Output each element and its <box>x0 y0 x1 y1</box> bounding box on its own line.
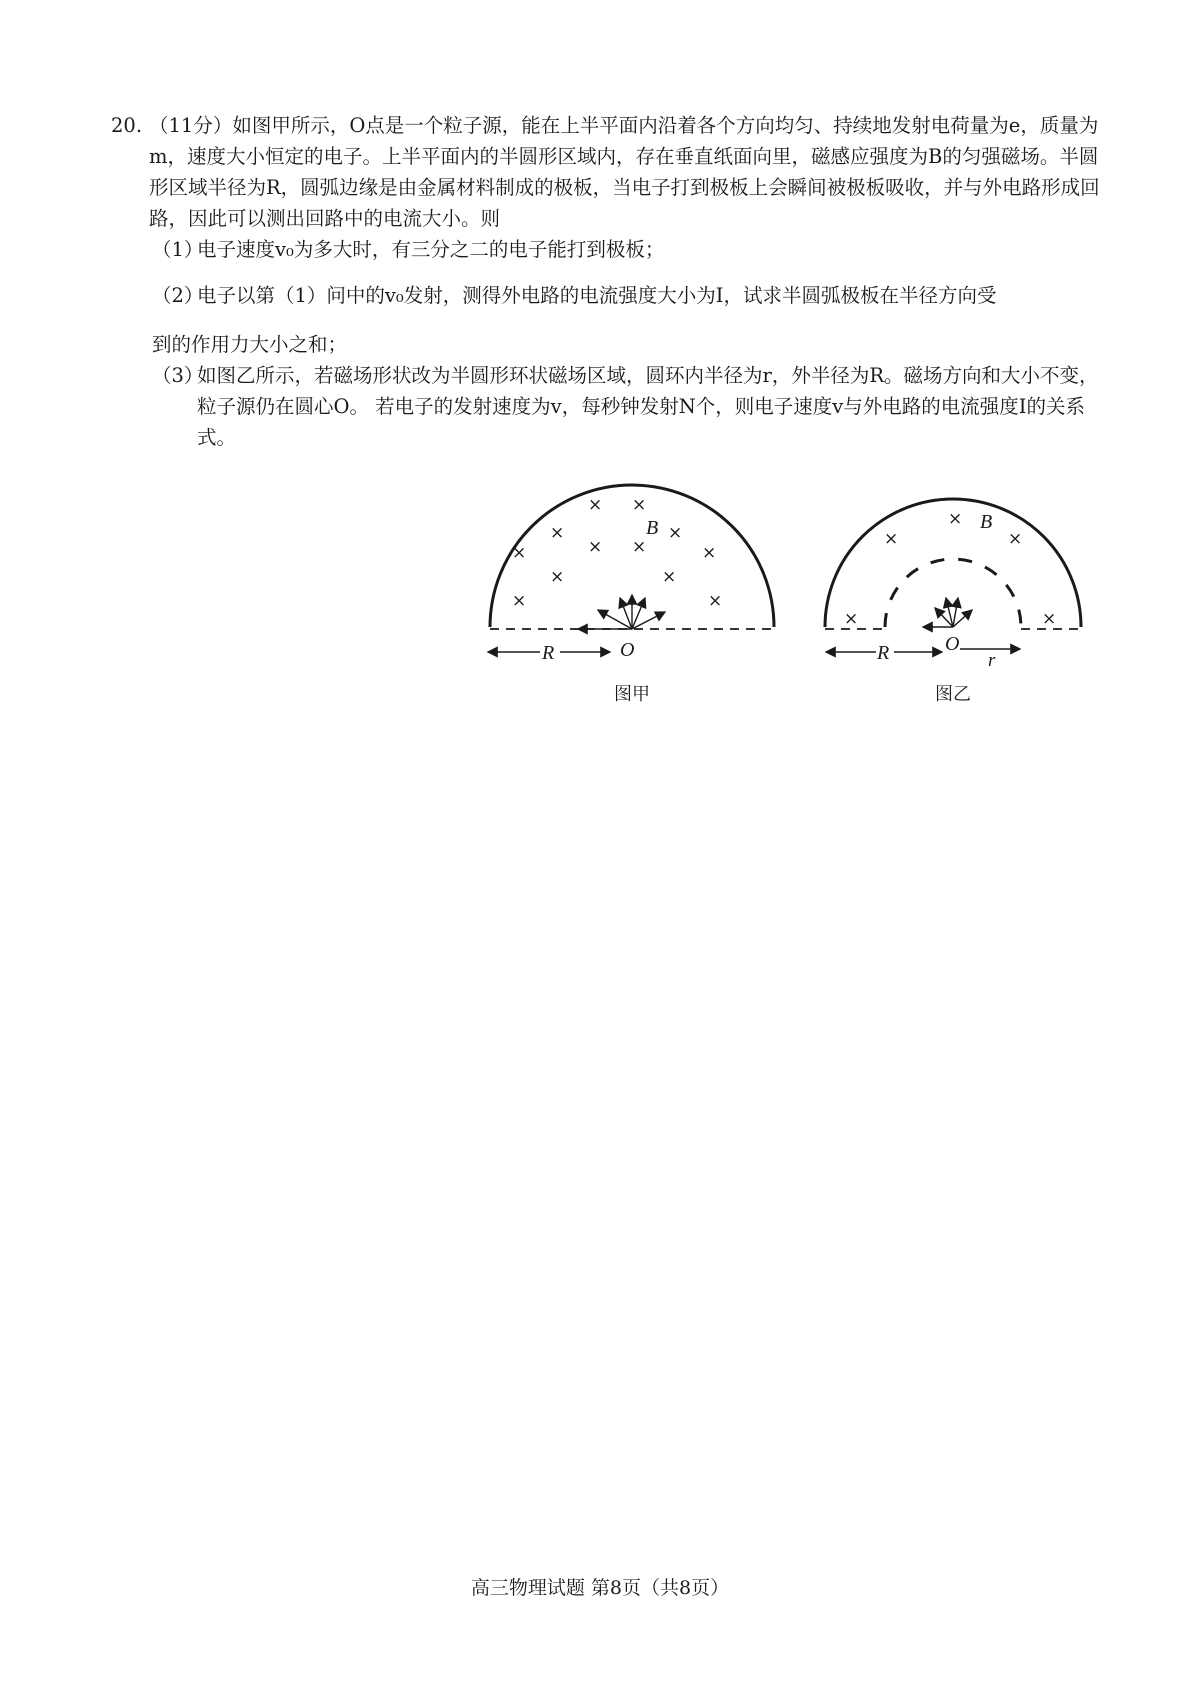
field-cross: × <box>512 543 527 563</box>
sub-question-1-text: 电子速度v₀为多大时，有三分之二的电子能打到极板； <box>197 238 665 261</box>
jia-emission-arrows <box>578 595 665 629</box>
figure-yi <box>825 499 1081 705</box>
yi-emission-arrows <box>923 598 972 627</box>
sub-question-2 <box>111 280 1101 360</box>
jia-radius-label: R <box>542 642 555 664</box>
jia-caption: 图甲 <box>614 684 650 705</box>
yi-caption: 图乙 <box>935 684 971 705</box>
jia-field-crosses <box>512 495 722 611</box>
field-cross: × <box>662 567 677 587</box>
yi-radius-label: R <box>877 642 890 664</box>
sub-question-2-text: 电子以第（1）问中的v₀发射，测得外电路的电流强度大小为I，试求半圆弧极板在半径方向受 <box>197 284 997 307</box>
figures <box>480 470 1120 710</box>
field-cross: × <box>844 609 859 629</box>
figures-svg <box>480 470 1120 710</box>
field-cross: × <box>1042 609 1057 629</box>
yi-inner-dashed-arc <box>885 559 1021 627</box>
sub-question-2-continuation: 到的作用力大小之和； <box>152 333 348 356</box>
field-cross: × <box>884 529 899 549</box>
field-cross: × <box>668 523 683 543</box>
field-cross: × <box>588 537 603 557</box>
sub-question-1-label: （1） <box>152 238 204 261</box>
figure-jia <box>488 485 774 705</box>
sub-question-3-label: （3） <box>152 364 204 387</box>
question-stem <box>111 110 1101 234</box>
jia-origin-label: O <box>620 639 635 661</box>
sub-question-3-text: 如图乙所示，若磁场形状改为半圆形环状磁场区域，圆环内半径为r，外半径为R。磁场方向和大小不变，粒子源仍在圆心O。 若电子的发射速度为v，每秒钟发射N个，则电子速度v与外电路的电流强度I的关系式。 <box>197 364 1099 449</box>
sub-question-2-label: （2） <box>152 284 204 307</box>
page-footer: 高三物理试题 第8页（共8页） <box>470 1577 730 1599</box>
yi-inner-radius-label: r <box>988 650 996 671</box>
arrow <box>632 598 645 629</box>
question-number: 20. <box>111 114 143 137</box>
field-cross: × <box>948 509 963 529</box>
sub-question-1 <box>111 234 1101 265</box>
field-cross: × <box>702 543 717 563</box>
yi-origin-label: O <box>945 633 960 655</box>
jia-field-label: B <box>646 517 659 539</box>
yi-field-crosses <box>844 509 1056 629</box>
field-cross: × <box>632 495 647 515</box>
field-cross: × <box>550 567 565 587</box>
field-cross: × <box>632 537 647 557</box>
arrow <box>598 610 632 629</box>
field-cross: × <box>588 495 603 515</box>
question-stem-text: （11分）如图甲所示，O点是一个粒子源，能在上半平面内沿着各个方向均匀、持续地发射电荷量为e，质量为m，速度大小恒定的电子。上半平面内的半圆形区域内，存在垂直纸面向里，磁感应强度为B的匀强磁场。半圆形区域半径为R，圆弧边缘是由金属材料制成的极板，当电子打到极板上会瞬间被极板吸收，并与外电路形成回路，因此可以测出回路中的电流大小。则 <box>149 114 1100 230</box>
field-cross: × <box>1008 529 1023 549</box>
arrow <box>632 612 665 629</box>
arrow <box>620 598 632 629</box>
field-cross: × <box>550 523 565 543</box>
sub-question-3 <box>111 360 1101 453</box>
question-20 <box>111 110 1101 453</box>
field-cross: × <box>708 591 723 611</box>
yi-field-label: B <box>980 511 993 533</box>
field-cross: × <box>512 591 527 611</box>
